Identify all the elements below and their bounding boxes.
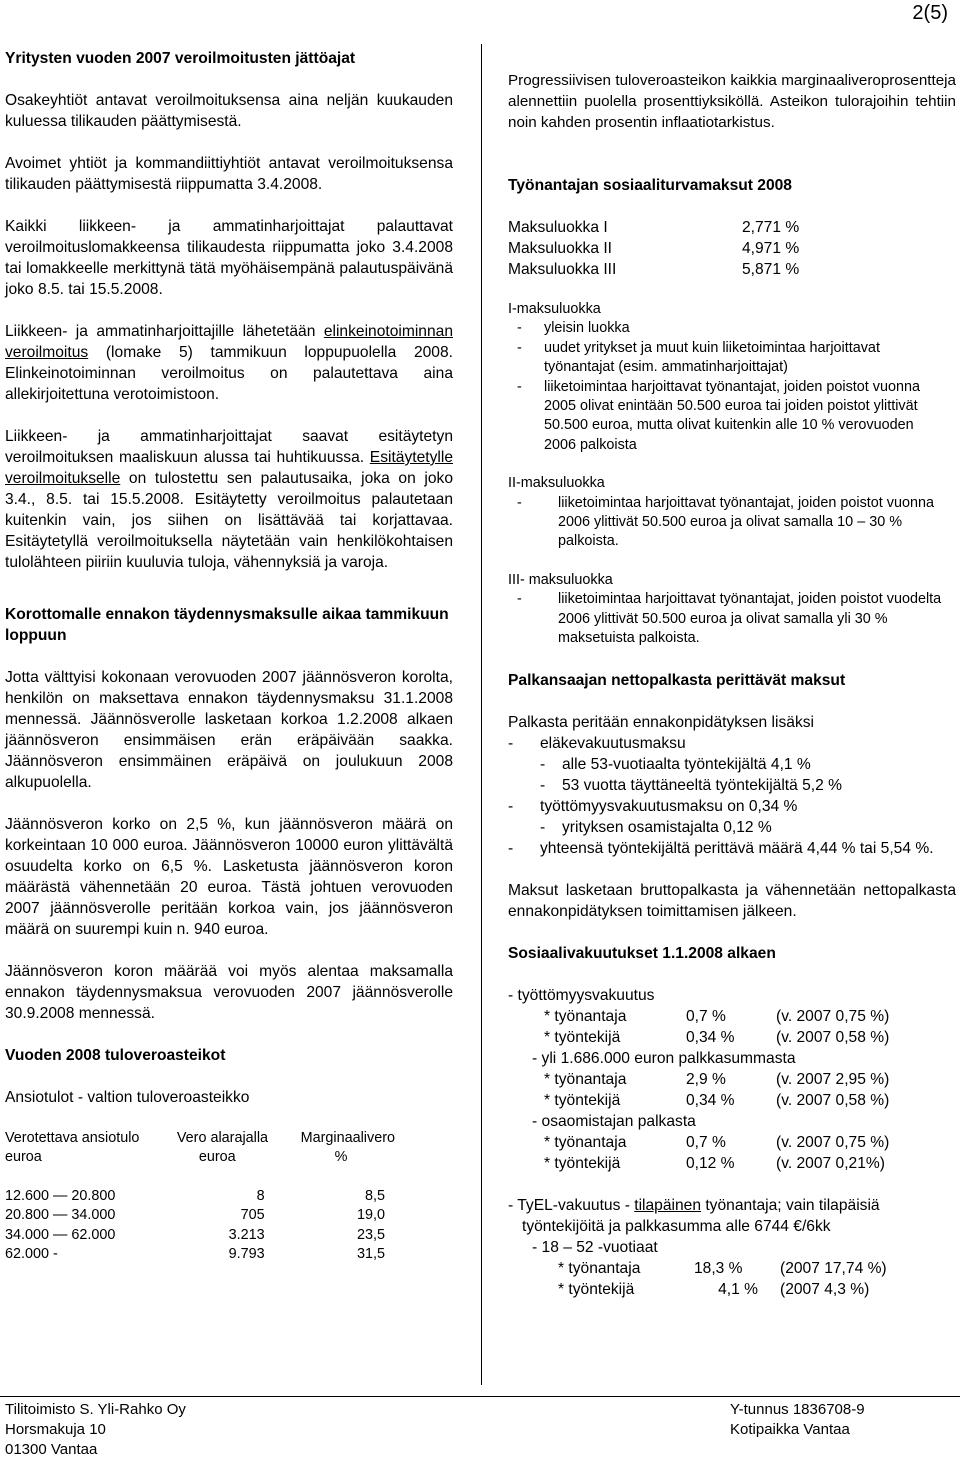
class-1-block [508, 300, 956, 455]
table-cell: 19,0 [356, 1207, 385, 1224]
insurance-row: * työnantaja 0,7 % (v. 2007 0,75 %) [544, 1133, 890, 1151]
footer-business-id: Y-tunnus 1836708-9 [730, 1401, 865, 1418]
footer-location: Kotipaikka Vantaa [730, 1421, 850, 1438]
class-2-title: II-maksuluokka [508, 475, 605, 492]
sub-list-item: - 53 vuotta täyttäneeltä työntekijältä 5,2 % [540, 776, 843, 794]
insurance-title: - työttömyysvakuutus [508, 986, 655, 1004]
tyel-row: * työnantaja 18,3 % (2007 17,74 %) [558, 1259, 887, 1277]
underlined-tilapainen: tilapäinen [634, 1196, 702, 1214]
section-title-sosiaalivakuutukset: Sosiaalivakuutukset 1.1.2008 alkaen [508, 944, 776, 962]
header-cell: Marginaalivero % [300, 1130, 395, 1166]
table-cell: 23,5 [356, 1226, 385, 1243]
right-column [508, 70, 956, 1300]
class-2-block [508, 474, 956, 552]
insurance-group-label: - yli 1.686.000 euron palkkasummasta [532, 1049, 796, 1067]
table-cell: 705 [240, 1207, 265, 1224]
section-title-tuloveroasteikot: Vuoden 2008 tuloveroasteikot [5, 1047, 226, 1064]
section-title-taydennysmaksu: Korottomalle ennakon täydennysmaksulle aikaa tammikuun loppuun [5, 606, 449, 644]
table-cell: 20.800 — 34.000 [5, 1207, 116, 1224]
table-row [5, 1226, 395, 1245]
tyel-table [558, 1258, 887, 1300]
payment-classes [508, 217, 799, 280]
paragraph-jaannosvero-korko: Jotta välttyisi kokonaan verovuoden 2007 jäännösveron korolta, henkilön on maksettava ennakon täydennysmaksu 31.1.2008 mennessä. Jäännösverolle lasketaan korkoa 1.2.2008 alkaen jäännösveron ensimmäisen erän eräpäivään saakka. Jäännösveron ensimmäinen eräpäivä on joulukuun 2008 alkupuolella. [5, 669, 453, 791]
list-item: - yleisin luokka [517, 320, 630, 337]
tyel-age: - 18 – 52 -vuotiaat [532, 1238, 658, 1256]
paragraph-liikkeen: Kaikki liikkeen- ja ammatinharjoittajat palauttavat veroilmoituslomakkeensa tilikaudesta riippumatta joko 3.4.2008 tai lomakkeelle merkittynä tätä myöhäisempänä palautuspäivänä joko 8.5. tai 15.5.2008. [5, 218, 453, 298]
list-item: - uudet yritykset ja muut kuin liiketoimintaa harjoittavat työnantajat (esim. ammatinharjoittajat) [517, 339, 880, 376]
sub-list-item: - yrityksen osamistajalta 0,12 % [540, 818, 772, 836]
table-row [5, 1245, 395, 1264]
class-row: Maksuluokka II 4,971 % [508, 240, 800, 257]
table-cell: 3.213 [228, 1226, 265, 1243]
paragraph-elinkeino: Liikkeen- ja ammatinharjoittajille lähetetään elinkeinotoiminnan veroilmoitus (lomake 5) tammikuun loppupuolella 2008. Elinkeinotoiminnan veroilmoitus on palautettava aina allekirjoitettuna verotoimistoon. [5, 323, 453, 403]
class-3-title: III- maksuluokka [508, 571, 613, 588]
paragraph-maksut-lasketaan: Maksut lasketaan bruttopalkasta ja vähennetään nettopalkasta ennakonpidätyksen toimittamisen jälkeen. [508, 881, 956, 920]
underlined-esitaytetylle: Esitäytetylle veroilmoitukselle [5, 449, 453, 487]
table-cell: 62.000 - [5, 1246, 58, 1263]
sub-list-item: - alle 53-vuotiaalta työntekijältä 4,1 % [540, 755, 811, 773]
footer-left [5, 1400, 186, 1460]
header-cell: Vero alarajalla euroa [176, 1130, 269, 1166]
header-cell: Verotettava ansiotulo euroa [5, 1130, 140, 1166]
paragraph-oy: Osakeyhtiöt antavat veroilmoituksensa aina neljän kuukauden kuluessa tilikauden päättymisestä. [5, 92, 453, 130]
insurance-row: * työnantaja 0,7 % (v. 2007 0,75 %) [544, 1007, 890, 1025]
section-title-nettopalkka: Palkansaajan nettopalkasta perittävät maksut [508, 671, 846, 689]
page-number: 2(5) [912, 2, 948, 24]
table-cell: 9.793 [228, 1246, 265, 1263]
class-row: Maksuluokka III 5,871 % [508, 261, 800, 278]
footer-street: Horsmakuja 10 [5, 1421, 106, 1438]
list-item: - liiketoimintaa harjoittavat työnantajat, joiden poistot vuonna 2005 olivat enintään 50.500 euroa tai joiden poistot ylittivät 50.500 euroa, mutta olivat kuitenkin alle 10 % verovuoden 2006 palkoista [517, 378, 920, 453]
footer-rule [0, 1396, 960, 1397]
paragraph-palkasta: Palkasta peritään ennakonpidätyksen lisäksi [508, 713, 814, 731]
list-item: - eläkevakuutusmaksu [508, 734, 686, 752]
paragraph-esitaytetty: Liikkeen- ja ammatinharjoittajat saavat esitäytetyn veroilmoituksen maaliskuun alussa tai huhtikuussa. Esitäytetylle veroilmoitukselle on tulostettu sen palautusaika, joka on joko 3.4., 8.5. tai 15.5.2008. Esitäytetty veroilmoitus palautetaan kuitenkin vain, jos siihen on lisättävää tai korjattavaa. Esitäytetyllä veroilmoituksella näytetään vain henkilökohtaisen tulolähteen piiriin kuuluvia tuloja, vähennyksiä ja varoja. [5, 428, 453, 571]
tax-scale-table [5, 1129, 395, 1264]
insurance-table [532, 1006, 890, 1174]
list-item: - yhteensä työntekijältä perittävä määrä 4,44 % tai 5,54 %. [508, 839, 934, 857]
class-3-block [508, 571, 956, 649]
paragraph-avoimet: Avoimet yhtiöt ja kommandiittiyhtiöt antavat veroilmoituksensa tilikauden päättymisestä riippumatta 3.4.2008. [5, 155, 453, 193]
paragraph-progressiivinen: Progressiivisen tuloveroasteikon kaikkia marginaaliveroprosentteja alennettiin puolella prosenttiyksiköllä. Asteikon tulorajoihin tehtiin noin kahden prosentin inflaatiotarkistus. [508, 72, 956, 131]
table-cell: 12.600 — 20.800 [5, 1187, 116, 1204]
section-title-sosiaaliturvamaksut: Työnantajan sosiaaliturvamaksut 2008 [508, 177, 792, 194]
insurance-row: * työntekijä 0,12 % (v. 2007 0,21%) [544, 1154, 885, 1172]
left-column [5, 48, 453, 1264]
list-item: - työttömyysvakuutusmaksu on 0,34 % [508, 797, 798, 815]
footer-postal: 01300 Vantaa [5, 1441, 98, 1458]
footer-company: Tilitoimisto S. Yli-Rahko Oy [5, 1401, 186, 1418]
tyel-row: * työntekijä 4,1 % (2007 4,3 %) [558, 1280, 870, 1298]
column-divider [481, 44, 482, 1385]
insurance-group-label: - osaomistajan palkasta [532, 1112, 696, 1130]
table-cell: 34.000 — 62.000 [5, 1226, 116, 1243]
table-row [5, 1206, 395, 1225]
link-elinkeinotoiminnan-veroilmoitus: elinkeinotoiminnan veroilmoitus [5, 323, 453, 361]
paragraph-korko-maara: Jäännösveron korko on 2,5 %, kun jäännösveron määrä on korkeintaan 10 000 euroa. Jäännösveron 10000 euron ylittävältä osuudelta korko on 6,5 %. Lasketusta jäännösveron koron määrästä vähennetään 20 euroa. Tästä johtuen verovuoden 2007 jäännösverolle peritään korkoa vain, jos jäännösveron määrä on suurempi kuin n. 940 euroa. [5, 816, 453, 938]
insurance-row: * työntekijä 0,34 % (v. 2007 0,58 %) [544, 1091, 890, 1109]
net-deductions-list [508, 733, 956, 859]
list-item: - liiketoimintaa harjoittavat työnantajat, joiden poistot vuodelta 2006 ylittivät 50.500 euroa ja olivat samalla yli 30 % maksetuista palkoista. [517, 591, 942, 647]
footer-right [730, 1400, 865, 1440]
tyel-paragraph: - TyEL-vakuutus - tilapäinen työnantaja; vain tilapäisiä työntekijöitä ja palkkasumma alle 6744 €/6kk [508, 1196, 880, 1235]
paragraph-ansiotulot: Ansiotulot - valtion tuloveroasteikko [5, 1089, 250, 1106]
section-title-filing-deadlines: Yritysten vuoden 2007 veroilmoitusten jättöajat [5, 50, 356, 67]
table-header-row [5, 1129, 395, 1168]
paragraph-alentaa: Jäännösveron koron määrää voi myös alentaa maksamalla ennakon täydennysmaksua verovuoden 2007 jäännösverolle 30.9.2008 mennessä. [5, 963, 453, 1022]
class-1-title: I-maksuluokka [508, 301, 601, 317]
list-item: - liiketoimintaa harjoittavat työnantajat, joiden poistot vuonna 2006 ylittivät 50.500 euroa ja olivat samalla 10 – 30 % palkoista. [517, 494, 934, 550]
table-cell: 8,5 [364, 1187, 385, 1204]
table-row [5, 1187, 395, 1206]
insurance-row: * työntekijä 0,34 % (v. 2007 0,58 %) [544, 1028, 890, 1046]
insurance-row: * työnantaja 2,9 % (v. 2007 2,95 %) [544, 1070, 890, 1088]
table-cell: 31,5 [356, 1246, 385, 1263]
table-cell: 8 [256, 1187, 265, 1204]
class-row: Maksuluokka I 2,771 % [508, 219, 800, 236]
